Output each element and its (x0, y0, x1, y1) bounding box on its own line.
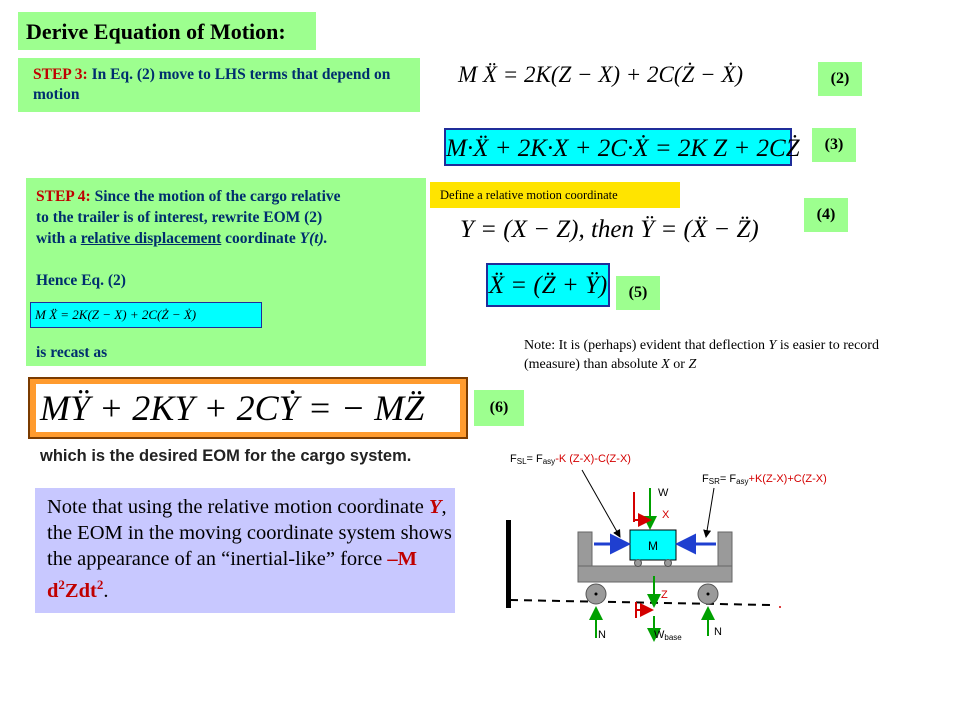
x-label: X (662, 509, 670, 521)
step4-line3-pre: with a (36, 230, 81, 247)
step4-hence: Hence Eq. (2) (36, 272, 126, 289)
step4-line2: to the trailer is of interest, rewrite EOM (2) (36, 209, 323, 226)
step3-text: In Eq. (2) move to LHS terms that depend on motion (33, 66, 391, 103)
step4-label: STEP 4: (36, 188, 91, 205)
fsl-label: FSL= Fasy-K (Z-X)-C(Z-X) (510, 453, 631, 466)
step4-line1: Since the motion of the cargo relative (94, 188, 341, 205)
note-deflection (524, 336, 884, 374)
base-weight-label: Wbase (654, 629, 682, 642)
note1-x: X (661, 357, 670, 372)
fsl-pointer-arrow (582, 470, 620, 537)
note2-b: , the EOM in the moving coordinate system shows the appearance of an “inertial-like” force (47, 496, 452, 570)
eq-number-4: (4) (804, 198, 848, 232)
eq-number-6: (6) (474, 390, 524, 426)
eq2-rest: = 2K(Z − X) + 2C( (496, 62, 682, 87)
ground-line (510, 600, 770, 605)
desired-eom-caption: which is the desired EOM for the cargo system. (40, 447, 412, 465)
cart-left-wall (578, 532, 592, 570)
note2-force: –M d (47, 548, 417, 602)
fsr-label: FSR= Fasy+K(Z-X)+C(Z-X) (702, 473, 827, 486)
define-label: Define a relative motion coordinate (440, 188, 618, 202)
slide-title (18, 12, 316, 50)
equation-5 (486, 263, 610, 307)
wheel-left-hub (595, 593, 598, 596)
fsr-pointer-arrow (706, 488, 714, 537)
eq6-text: MŸ + 2KY + 2CẎ = − MZ̈ (40, 388, 425, 428)
step4-yt: Y(t). (299, 230, 328, 247)
small-equation-text: M Ẍ = 2K(Z − X) + 2C(Ż − Ẋ) (35, 307, 197, 322)
note2-sup2: 2 (96, 577, 104, 592)
note2-sup1: 2 (58, 577, 65, 592)
equation-4 (460, 216, 759, 244)
eq-number-3: (3) (812, 128, 856, 162)
step3-box (18, 58, 420, 112)
step4-box (26, 178, 426, 366)
cargo-roller-left (635, 560, 642, 567)
step4-recast: is recast as (36, 344, 108, 361)
eq4-text: Y = (X − Z), then Ÿ = (Ẍ − Z̈) (460, 216, 759, 243)
cart-right-wall (718, 532, 732, 570)
stray-dot (779, 606, 781, 608)
cargo-roller-right (665, 560, 672, 567)
note1-y: Y (768, 338, 777, 353)
small-equation-box (30, 302, 262, 328)
eq5-text: Ẍ = (Z̈ + Ÿ) (488, 272, 608, 299)
normal-right-label: N (714, 626, 722, 638)
equation-6 (36, 384, 460, 432)
note2-y: Y (429, 496, 442, 518)
eq2-xddot: Ẍ (482, 62, 497, 87)
eq3-text: M·Ẍ + 2K·X + 2C·Ẋ = 2K Z + 2CŻ (446, 135, 800, 162)
note1-a: Note: It is (perhaps) evident that deflection (524, 338, 769, 353)
z-label: Z (661, 589, 668, 601)
note2-end: . (103, 579, 109, 602)
eq-number-2: (2) (818, 62, 862, 96)
equation-6-frame (28, 377, 468, 439)
note2-a: Note that using the relative motion coordinate (47, 496, 429, 518)
note1-z: Z (688, 357, 697, 372)
step3-label: STEP 3: (33, 66, 88, 83)
eq2-tail: Ż − Ẋ) (681, 62, 744, 87)
note2-zdt: Zdt (64, 579, 97, 602)
mass-label: M (648, 539, 658, 553)
step4-line3-post: coordinate (221, 230, 300, 247)
note-inertial-force (35, 488, 455, 613)
define-label-box (430, 182, 680, 208)
normal-left-label: N (598, 629, 606, 641)
step4-relative-displacement: relative displacement (80, 230, 222, 247)
trailer-free-body-diagram (470, 440, 890, 700)
eq2-m: M (458, 62, 478, 87)
weight-label: W (658, 487, 669, 499)
equation-3 (444, 128, 800, 166)
wheel-right-hub (707, 593, 710, 596)
wall-line (506, 520, 511, 608)
eq-number-5: (5) (616, 276, 660, 310)
slide-title-text: Derive Equation of Motion: (26, 19, 286, 44)
equation-2 (458, 62, 743, 88)
note1-or: or (669, 357, 689, 372)
note1-b: is easier to record (measure) than absolute (524, 338, 879, 372)
